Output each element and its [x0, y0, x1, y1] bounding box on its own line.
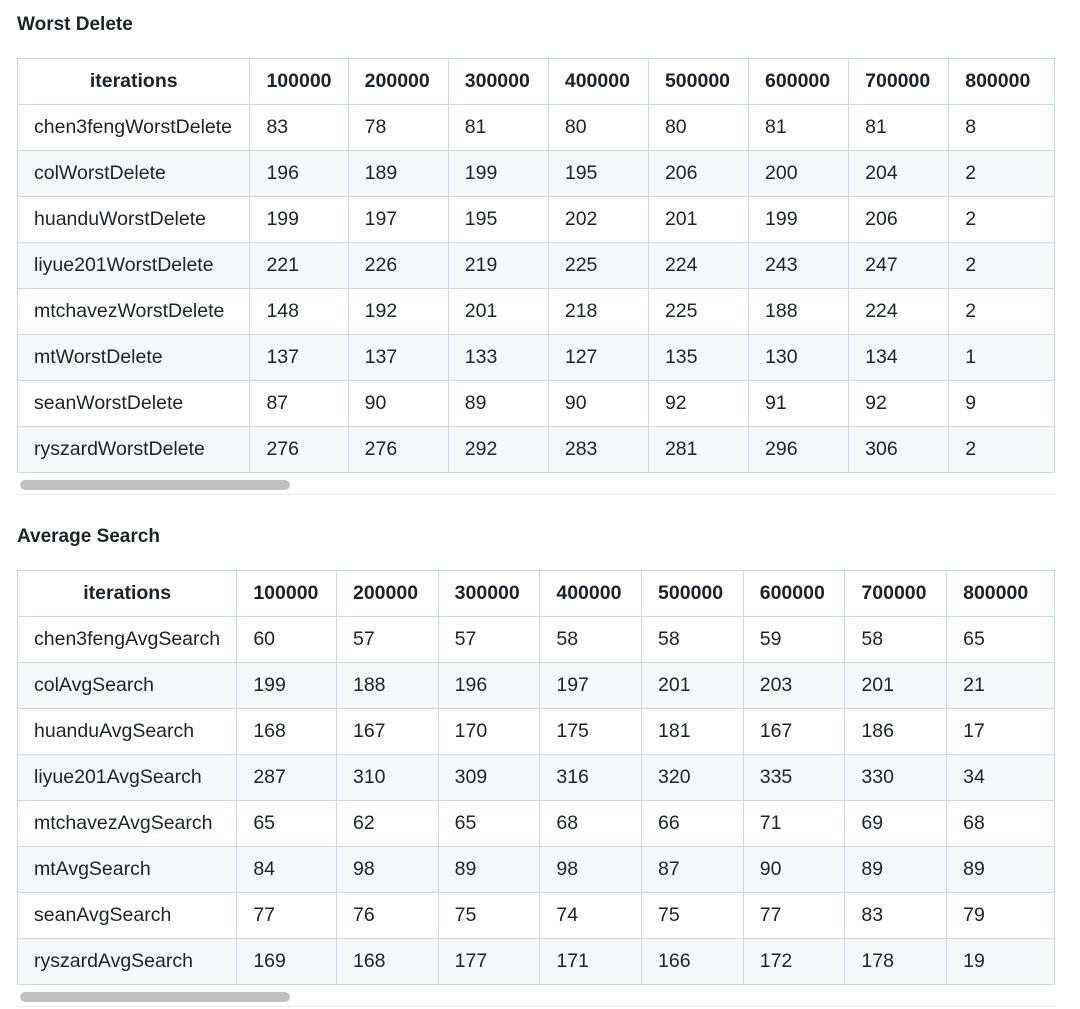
table-row — [18, 663, 1055, 709]
value-cell: 243 — [749, 243, 849, 289]
value-cell: 170 — [438, 709, 540, 755]
value-cell: 77 — [237, 893, 337, 939]
table-row — [18, 893, 1055, 939]
value-cell: 59 — [743, 617, 845, 663]
value-cell: 58 — [642, 617, 744, 663]
value-cell: 92 — [648, 381, 748, 427]
value-cell: 309 — [438, 755, 540, 801]
value-cell: 197 — [540, 663, 642, 709]
header-row — [18, 571, 1055, 617]
table-row — [18, 755, 1055, 801]
value-cell: 68 — [947, 801, 1055, 847]
value-cell: 296 — [749, 427, 849, 473]
worst-delete-table-viewport[interactable] — [17, 58, 1055, 476]
value-cell: 19 — [947, 939, 1055, 985]
average-search-scrollbar[interactable] — [17, 989, 1055, 1007]
value-cell: 201 — [448, 289, 548, 335]
value-cell: 148 — [250, 289, 348, 335]
row-label-cell: huanduAvgSearch — [18, 709, 237, 755]
value-cell: 92 — [849, 381, 949, 427]
value-cell: 34 — [947, 755, 1055, 801]
column-header: 100000 — [237, 571, 337, 617]
value-cell: 247 — [849, 243, 949, 289]
value-cell: 137 — [250, 335, 348, 381]
value-cell: 167 — [743, 709, 845, 755]
data-table — [17, 570, 1055, 985]
row-label-cell: ryszardAvgSearch — [18, 939, 237, 985]
table-row — [18, 381, 1055, 427]
column-header: 500000 — [648, 59, 748, 105]
value-cell: 1 — [949, 335, 1055, 381]
value-cell: 287 — [237, 755, 337, 801]
value-cell: 135 — [648, 335, 748, 381]
worst-delete-scrollbar[interactable] — [17, 477, 1055, 495]
column-header: 700000 — [845, 571, 947, 617]
value-cell: 65 — [237, 801, 337, 847]
value-cell: 81 — [749, 105, 849, 151]
column-header: 200000 — [348, 59, 448, 105]
value-cell: 200 — [749, 151, 849, 197]
value-cell: 292 — [448, 427, 548, 473]
row-label-cell: huanduWorstDelete — [18, 197, 250, 243]
value-cell: 199 — [749, 197, 849, 243]
data-table — [17, 58, 1055, 473]
value-cell: 84 — [237, 847, 337, 893]
value-cell: 78 — [348, 105, 448, 151]
table-row — [18, 847, 1055, 893]
value-cell: 76 — [336, 893, 438, 939]
value-cell: 89 — [448, 381, 548, 427]
column-header: 800000 — [949, 59, 1055, 105]
column-header: 600000 — [749, 59, 849, 105]
value-cell: 169 — [237, 939, 337, 985]
value-cell: 225 — [548, 243, 648, 289]
value-cell: 276 — [250, 427, 348, 473]
value-cell: 177 — [438, 939, 540, 985]
value-cell: 167 — [336, 709, 438, 755]
value-cell: 201 — [642, 663, 744, 709]
value-cell: 188 — [336, 663, 438, 709]
value-cell: 189 — [348, 151, 448, 197]
value-cell: 90 — [743, 847, 845, 893]
value-cell: 69 — [845, 801, 947, 847]
value-cell: 320 — [642, 755, 744, 801]
value-cell: 98 — [336, 847, 438, 893]
value-cell: 89 — [845, 847, 947, 893]
table-row — [18, 939, 1055, 985]
value-cell: 226 — [348, 243, 448, 289]
value-cell: 68 — [540, 801, 642, 847]
value-cell: 2 — [949, 151, 1055, 197]
table-row — [18, 243, 1055, 289]
value-cell: 335 — [743, 755, 845, 801]
value-cell: 181 — [642, 709, 744, 755]
value-cell: 186 — [845, 709, 947, 755]
value-cell: 83 — [250, 105, 348, 151]
row-label-cell: mtAvgSearch — [18, 847, 237, 893]
value-cell: 201 — [648, 197, 748, 243]
table-row — [18, 105, 1055, 151]
column-header: 400000 — [548, 59, 648, 105]
value-cell: 137 — [348, 335, 448, 381]
value-cell: 74 — [540, 893, 642, 939]
value-cell: 81 — [849, 105, 949, 151]
column-header: iterations — [18, 59, 250, 105]
value-cell: 75 — [438, 893, 540, 939]
value-cell: 58 — [845, 617, 947, 663]
value-cell: 168 — [336, 939, 438, 985]
value-cell: 134 — [849, 335, 949, 381]
value-cell: 199 — [237, 663, 337, 709]
table-row — [18, 151, 1055, 197]
value-cell: 2 — [949, 427, 1055, 473]
value-cell: 171 — [540, 939, 642, 985]
average-search-table-viewport[interactable] — [17, 570, 1055, 988]
value-cell: 2 — [949, 197, 1055, 243]
value-cell: 199 — [250, 197, 348, 243]
value-cell: 90 — [548, 381, 648, 427]
value-cell: 83 — [845, 893, 947, 939]
value-cell: 281 — [648, 427, 748, 473]
value-cell: 57 — [336, 617, 438, 663]
row-label-cell: seanAvgSearch — [18, 893, 237, 939]
value-cell: 203 — [743, 663, 845, 709]
value-cell: 80 — [648, 105, 748, 151]
row-label-cell: chen3fengAvgSearch — [18, 617, 237, 663]
table-row — [18, 801, 1055, 847]
column-header: 200000 — [336, 571, 438, 617]
row-label-cell: mtchavezWorstDelete — [18, 289, 250, 335]
value-cell: 8 — [949, 105, 1055, 151]
value-cell: 218 — [548, 289, 648, 335]
value-cell: 65 — [947, 617, 1055, 663]
value-cell: 71 — [743, 801, 845, 847]
row-label-cell: ryszardWorstDelete — [18, 427, 250, 473]
value-cell: 81 — [448, 105, 548, 151]
value-cell: 2 — [949, 289, 1055, 335]
value-cell: 204 — [849, 151, 949, 197]
value-cell: 89 — [438, 847, 540, 893]
row-label-cell: liyue201AvgSearch — [18, 755, 237, 801]
value-cell: 224 — [648, 243, 748, 289]
row-label-cell: mtchavezAvgSearch — [18, 801, 237, 847]
value-cell: 201 — [845, 663, 947, 709]
value-cell: 172 — [743, 939, 845, 985]
value-cell: 219 — [448, 243, 548, 289]
value-cell: 21 — [947, 663, 1055, 709]
column-header: 800000 — [947, 571, 1055, 617]
value-cell: 276 — [348, 427, 448, 473]
value-cell: 130 — [749, 335, 849, 381]
value-cell: 9 — [949, 381, 1055, 427]
value-cell: 127 — [548, 335, 648, 381]
value-cell: 188 — [749, 289, 849, 335]
value-cell: 206 — [849, 197, 949, 243]
value-cell: 66 — [642, 801, 744, 847]
column-header: 500000 — [642, 571, 744, 617]
row-label-cell: liyue201WorstDelete — [18, 243, 250, 289]
value-cell: 90 — [348, 381, 448, 427]
section-title-average-search: Average Search — [17, 526, 160, 547]
value-cell: 225 — [648, 289, 748, 335]
value-cell: 175 — [540, 709, 642, 755]
value-cell: 197 — [348, 197, 448, 243]
value-cell: 195 — [448, 197, 548, 243]
section-title-worst-delete: Worst Delete — [17, 14, 133, 35]
header-row — [18, 59, 1055, 105]
column-header: 600000 — [743, 571, 845, 617]
value-cell: 75 — [642, 893, 744, 939]
value-cell: 57 — [438, 617, 540, 663]
value-cell: 196 — [438, 663, 540, 709]
column-header: 300000 — [438, 571, 540, 617]
value-cell: 283 — [548, 427, 648, 473]
value-cell: 89 — [947, 847, 1055, 893]
row-label-cell: chen3fengWorstDelete — [18, 105, 250, 151]
value-cell: 199 — [448, 151, 548, 197]
value-cell: 58 — [540, 617, 642, 663]
value-cell: 168 — [237, 709, 337, 755]
column-header: 300000 — [448, 59, 548, 105]
value-cell: 87 — [250, 381, 348, 427]
table-row — [18, 427, 1055, 473]
table-row — [18, 335, 1055, 381]
value-cell: 79 — [947, 893, 1055, 939]
value-cell: 166 — [642, 939, 744, 985]
value-cell: 195 — [548, 151, 648, 197]
column-header: 700000 — [849, 59, 949, 105]
value-cell: 65 — [438, 801, 540, 847]
value-cell: 202 — [548, 197, 648, 243]
value-cell: 178 — [845, 939, 947, 985]
value-cell: 80 — [548, 105, 648, 151]
row-label-cell: seanWorstDelete — [18, 381, 250, 427]
value-cell: 306 — [849, 427, 949, 473]
column-header: 400000 — [540, 571, 642, 617]
value-cell: 98 — [540, 847, 642, 893]
table-row — [18, 197, 1055, 243]
row-label-cell: colAvgSearch — [18, 663, 237, 709]
value-cell: 310 — [336, 755, 438, 801]
value-cell: 133 — [448, 335, 548, 381]
column-header: 100000 — [250, 59, 348, 105]
table-row — [18, 289, 1055, 335]
value-cell: 316 — [540, 755, 642, 801]
value-cell: 91 — [749, 381, 849, 427]
value-cell: 77 — [743, 893, 845, 939]
table-row — [18, 709, 1055, 755]
value-cell: 2 — [949, 243, 1055, 289]
table-row — [18, 617, 1055, 663]
value-cell: 206 — [648, 151, 748, 197]
value-cell: 62 — [336, 801, 438, 847]
value-cell: 192 — [348, 289, 448, 335]
value-cell: 17 — [947, 709, 1055, 755]
column-header: iterations — [18, 571, 237, 617]
scrollbar-thumb[interactable] — [20, 992, 290, 1002]
value-cell: 221 — [250, 243, 348, 289]
row-label-cell: colWorstDelete — [18, 151, 250, 197]
value-cell: 196 — [250, 151, 348, 197]
value-cell: 224 — [849, 289, 949, 335]
value-cell: 330 — [845, 755, 947, 801]
value-cell: 87 — [642, 847, 744, 893]
row-label-cell: mtWorstDelete — [18, 335, 250, 381]
scrollbar-thumb[interactable] — [20, 480, 290, 490]
value-cell: 60 — [237, 617, 337, 663]
